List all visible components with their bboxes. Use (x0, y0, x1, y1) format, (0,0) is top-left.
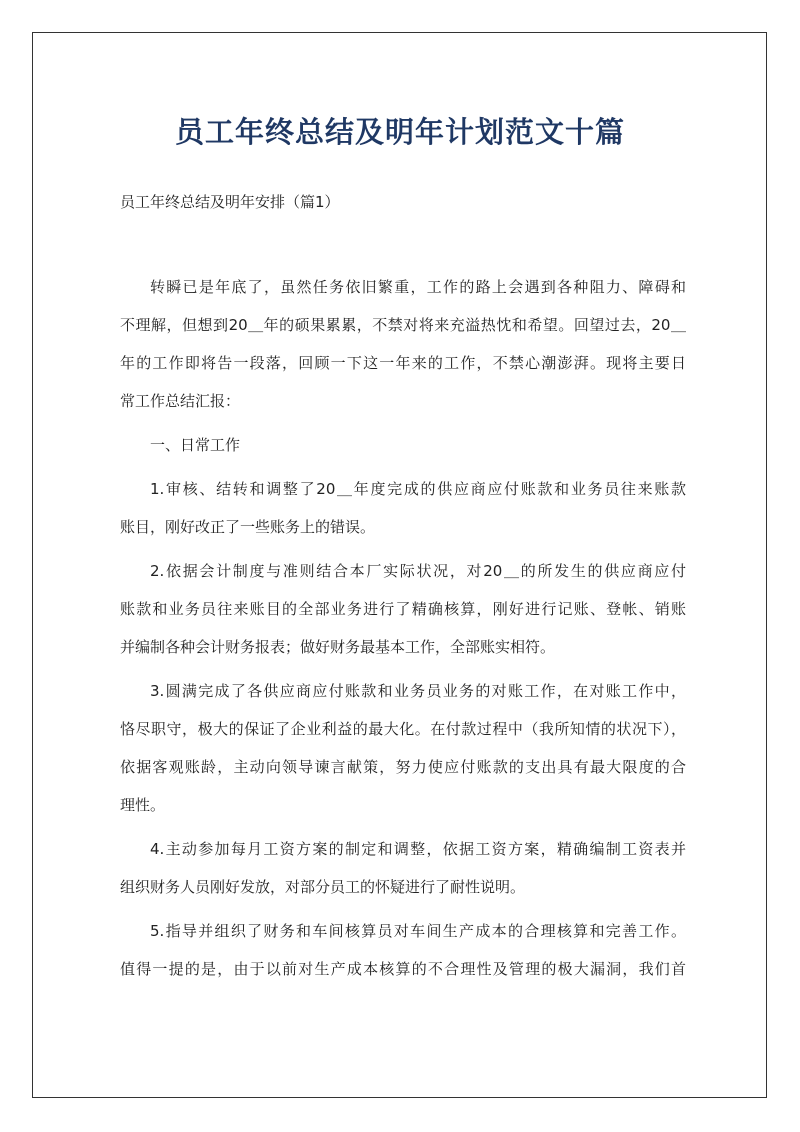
paragraph-line: 2.依据会计制度与准则结合本厂实际状况，对20＿的所发生的供应商应付 (150, 562, 686, 580)
paragraph (120, 470, 686, 546)
section-heading: 员工年终总结及明年安排（篇1） (120, 193, 340, 211)
paragraph-line: 5.指导并组织了财务和车间核算员对车间生产成本的合理核算和完善工作。 (150, 922, 686, 940)
paragraph-line: 依据客观账龄，主动向领导谏言献策，努力使应付账款的支出具有最大限度的合 (120, 758, 686, 776)
paragraph-line: 恪尽职守，极大的保证了企业利益的最大化。在付款过程中（我所知情的状况下）， (120, 720, 686, 738)
paragraph-line: 年的工作即将告一段落，回顾一下这一年来的工作，不禁心潮澎湃。现将主要日 (120, 354, 686, 372)
paragraph-line: 不理解，但想到20＿年的硕果累累，不禁对将来充溢热忱和希望。回望过去，20＿ (120, 316, 686, 334)
paragraph-line: 并编制各种会计财务报表；做好财务最基本工作，全部账实相符。 (120, 638, 556, 656)
paragraph-line: 1.审核、结转和调整了20＿年度完成的供应商应付账款和业务员往来账款 (150, 480, 686, 498)
paragraph (120, 672, 686, 824)
paragraph (120, 268, 686, 420)
paragraph (120, 912, 686, 988)
paragraph-line: 常工作总结汇报： (120, 392, 241, 410)
paragraph-line: 转瞬已是年底了，虽然任务依旧繁重，工作的路上会遇到各种阻力、障碍和 (150, 278, 686, 296)
paragraph (120, 830, 686, 906)
paragraph-line: 组织财务人员刚好发放，对部分员工的怀疑进行了耐性说明。 (120, 878, 526, 896)
paragraph-line: 4.主动参加每月工资方案的制定和调整，依据工资方案，精确编制工资表并 (150, 840, 686, 858)
document-title: 员工年终总结及明年计划范文十篇 (174, 115, 625, 149)
paragraph-line: 3.圆满完成了各供应商应付账款和业务员业务的对账工作，在对账工作中， (150, 682, 686, 700)
paragraph-line: 一、日常工作 (150, 436, 241, 454)
paragraph (120, 552, 686, 666)
paragraph-line: 账目，刚好改正了一些账务上的错误。 (120, 518, 376, 536)
paragraph-line: 理性。 (120, 796, 166, 814)
document-body (120, 268, 686, 994)
paragraph-line: 账款和业务员往来账目的全部业务进行了精确核算，刚好进行记账、登帐、销账 (120, 600, 686, 618)
paragraph-line: 值得一提的是，由于以前对生产成本核算的不合理性及管理的极大漏洞，我们首 (120, 960, 686, 978)
paragraph (120, 426, 686, 464)
